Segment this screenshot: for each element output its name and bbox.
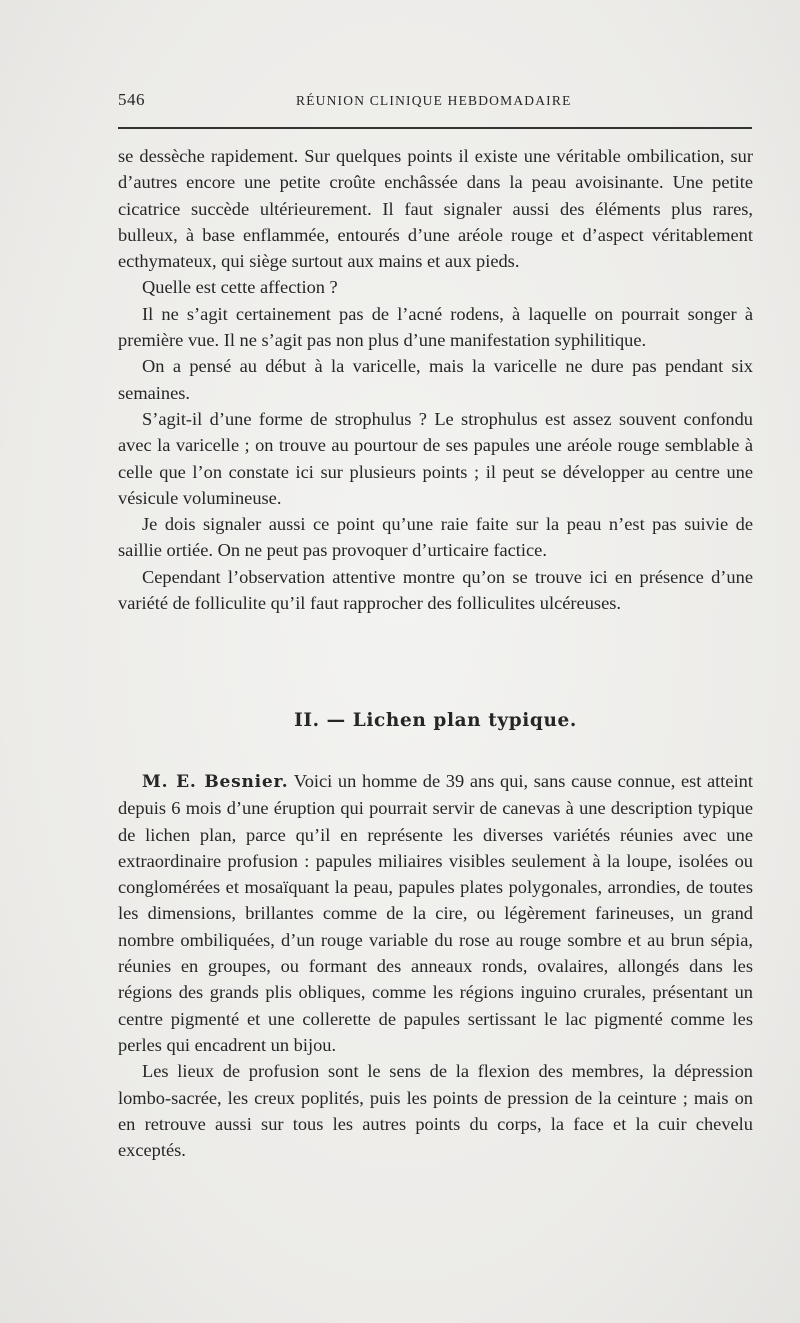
body-text-part2 [118, 768, 753, 1163]
paragraph: Les lieux de profusion sont le sens de la flexion des membres, la dépression lombo-sacrée, les creux poplités, puis les points de pression de la ceinture ; mais on en retrouve aussi sur tous les autres points du corps, la face et la cuir chevelu exceptés. [118, 1061, 753, 1161]
paragraph: Cependant l’observation attentive montre qu’on se trouve ici en présence d’une variété de folliculite qu’il faut rapprocher des folliculites ulcéreuses. [118, 566, 753, 614]
paragraph: On a pensé au début à la varicelle, mais la varicelle ne dure pas pendant six semaines. [118, 356, 753, 403]
page-number: 546 [118, 90, 145, 109]
paragraph: S’agit-il d’une forme de strophulus ? Le strophulus est assez souvent confondu avec la varicelle ; on trouve au pourtour de ses papules une aréole rouge semblable à celle que l’on constate ici sur plusieurs points ; il peut se développer au centre une vésicule volumineuse. [118, 408, 753, 508]
paragraph [118, 768, 753, 1058]
running-head [118, 90, 753, 114]
paragraph: Je dois signaler aussi ce point qu’une raie faite sur la peau n’est pas suivie de saillie ortiée. On ne peut pas provoquer d’urticaire factice. [118, 514, 753, 561]
paragraph: Il ne s’agit certainement pas de l’acné rodens, à laquelle on pourrait songer à première vue. Il ne s’agit pas non plus d’une manifestation syphilitique. [118, 303, 753, 351]
paragraph: Quelle est cette affection ? [142, 277, 338, 298]
header-rule [118, 127, 752, 129]
paragraph-text: Voici un homme de 39 ans qui, sans cause connue, est atteint depuis 6 mois d’une éruption qui pourrait servir de canevas à une description typique de lichen plan, parce qu’il en représente les diverses variétés réunies avec une extraordinaire profusion : papules miliaires visibles seulement à la loupe, isolées ou conglomérées et mosaïquant la peau, papules plates polygonales, arrondies, de toutes les dimensions, brillantes comme de la cire, ou légèrement farineuses, un grand nombre ombiliquées, d’un rouge variable du rose au rouge sombre et au brun sépia, réunies en groupes, ou formant des anneaux ronds, ovalaires, allongés dans les régions des grands plis obliques, comme les régions inguino crurales, présentant un centre pigmenté et une collerette de papules sertissant le lac pigmenté comme les perles qui encadrent un bijou. [118, 771, 753, 1055]
running-title: RÉUNION CLINIQUE HEBDOMADAIRE [296, 93, 572, 108]
paragraph: se dessèche rapidement. Sur quelques points il existe une véritable ombilication, sur d’autres encore une petite croûte enchâssée dans la peau avoisinante. Une petite cicatrice succède ultérieurement. Il faut signaler aussi des éléments plus rares, bulleux, à base enflammée, entourés d’une aréole rouge et d’aspect véritablement ecthymateux, qui siège surtout aux mains et aux pieds. [118, 146, 753, 272]
speaker-name: M. E. Besnier. [142, 772, 289, 792]
section-heading: II. — Lichen plan typique. [294, 710, 577, 731]
body-text-part1 [118, 143, 753, 616]
